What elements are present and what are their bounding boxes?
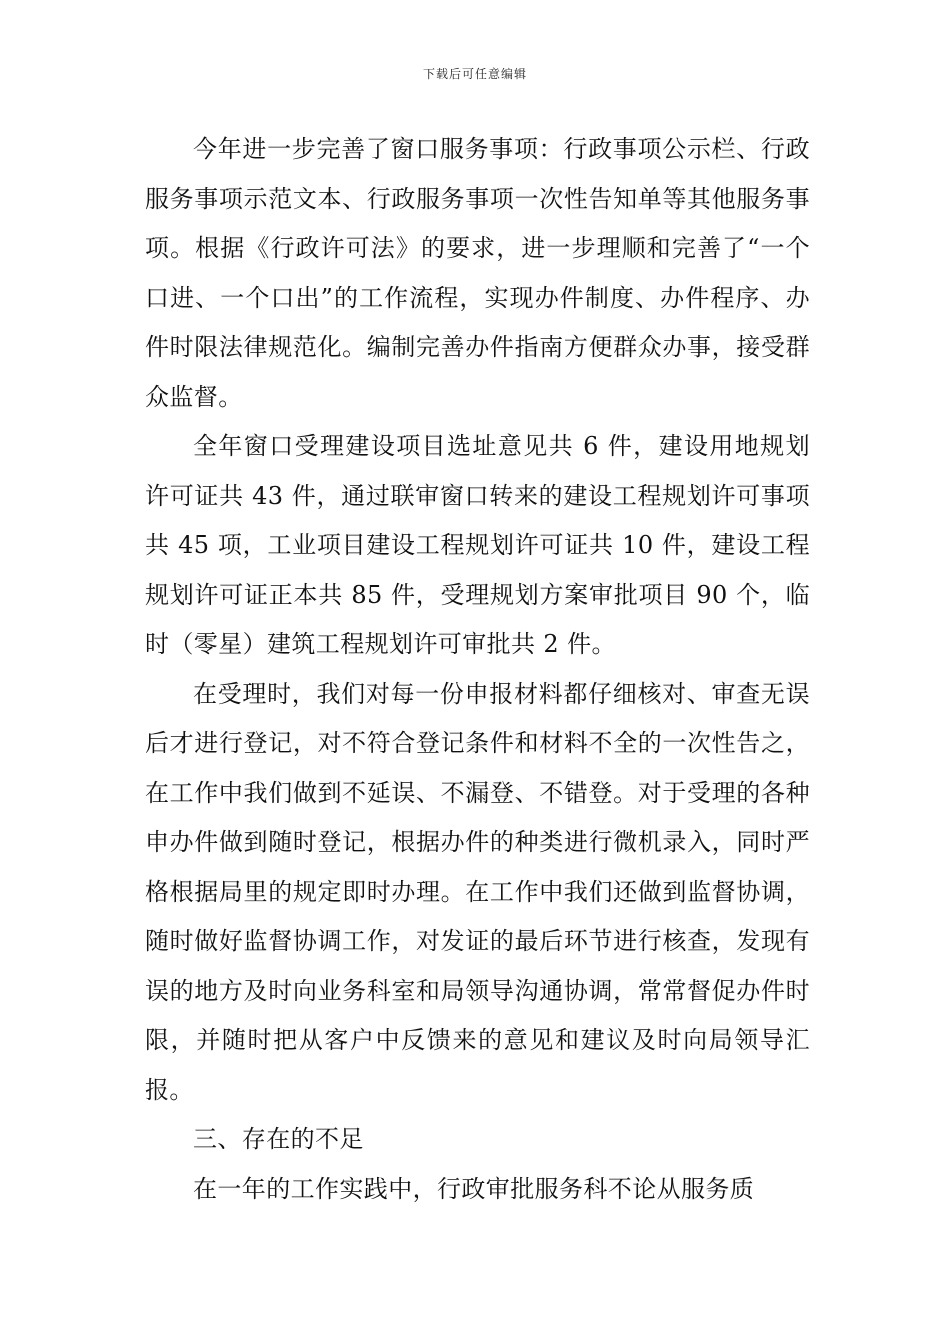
- paragraph-window-services: 今年进一步完善了窗口服务事项：行政事项公示栏、行政服务事项示范文本、行政服务事项一次性告知单等其他服务事项。根据《行政许可法》的要求，进一步理顺和完善了“一个口进、一个口出”的工作流程，实现办件制度、办件程序、办件时限法律规范化。编制完善办件指南方便群众办事，接受群众监督。: [145, 135, 810, 411]
- page-header-note: 下载后可任意编辑: [422, 67, 527, 81]
- paragraph-annual-statistics: 全年窗口受理建设项目选址意见共 6 件，建设用地规划许可证共 43 件，通过联审窗口转来的建设工程规划许可事项共 45 项，工业项目建设工程规划许可证共 10 件，建设工程规划许可证正本共 85 件，受理规划方案审批项目 90 个，临时（零星）建筑工程规划许可审批共 2 件。: [145, 432, 810, 658]
- section-heading-shortcomings: 三、存在的不足: [193, 1125, 364, 1153]
- paragraph-shortcomings-start: 在一年的工作实践中，行政审批服务科不论从服务质: [193, 1174, 755, 1203]
- paragraph-acceptance-process: 在受理时，我们对每一份申报材料都仔细核对、审查无误后才进行登记，对不符合登记条件和材料不全的一次性告之，在工作中我们做到不延误、不漏登、不错登。对于受理的各种申办件做到随时登记，根据办件的种类进行微机录入，同时严格根据局里的规定即时办理。在工作中我们还做到监督协调，随时做好监督协调工作，对发证的最后环节进行核查，发现有误的地方及时向业务科室和局领导沟通协调，常常督促办件时限，并随时把从客户中反馈来的意见和建议及时向局领导汇报。: [145, 679, 810, 1104]
- document-body: [145, 125, 810, 1214]
